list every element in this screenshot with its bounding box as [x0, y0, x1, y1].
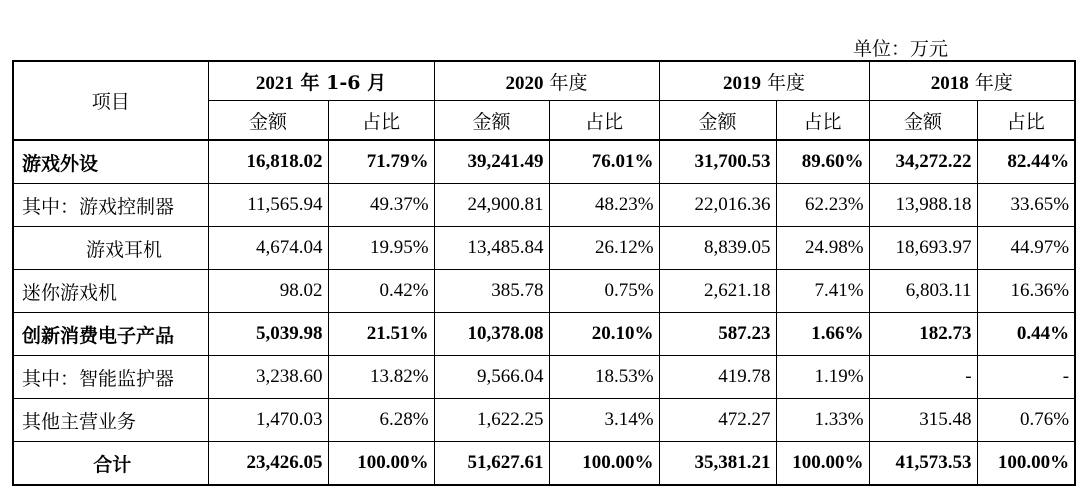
table-row: [13, 356, 1075, 399]
row-label: 迷你游戏机: [13, 270, 208, 313]
header-row-periods: [13, 61, 1075, 101]
cell-ratio: 33.65%: [977, 184, 1075, 227]
cell-amount: 3,238.60: [208, 356, 328, 399]
cell-ratio: 100.00%: [328, 442, 434, 486]
cell-amount: 23,426.05: [208, 442, 328, 486]
cell-ratio: 7.41%: [776, 270, 869, 313]
cell-amount: 13,485.84: [434, 227, 549, 270]
revenue-table: [12, 60, 1076, 486]
period-suffix: 年度: [543, 71, 588, 94]
period-year: 2019: [723, 72, 762, 94]
cell-ratio: 26.12%: [549, 227, 659, 270]
cell-amount: 315.48: [869, 399, 977, 442]
table-row-total: [13, 442, 1075, 486]
cell-amount: 98.02: [208, 270, 328, 313]
row-label: 其中：智能监护器: [13, 356, 208, 399]
cell-amount: 18,693.97: [869, 227, 977, 270]
cell-ratio: 62.23%: [776, 184, 869, 227]
table-row: [13, 399, 1075, 442]
cell-ratio: 0.44%: [977, 313, 1075, 356]
cell-amount: 31,700.53: [659, 140, 776, 184]
cell-ratio: 16.36%: [977, 270, 1075, 313]
cell-ratio: -: [977, 356, 1075, 399]
header-ratio: 占比: [328, 101, 434, 141]
period-year: 2018: [930, 72, 969, 94]
header-period-2020: [434, 61, 659, 101]
cell-amount: 9,566.04: [434, 356, 549, 399]
cell-amount: 182.73: [869, 313, 977, 356]
table-row: [13, 227, 1075, 270]
cell-amount: 1,622.25: [434, 399, 549, 442]
header-amount: 金额: [869, 101, 977, 141]
cell-ratio: 20.10%: [549, 313, 659, 356]
cell-amount: -: [869, 356, 977, 399]
row-label: 创新消费电子产品: [13, 313, 208, 356]
row-label: 其他主营业务: [13, 399, 208, 442]
header-amount: 金额: [208, 101, 328, 141]
cell-amount: 34,272.22: [869, 140, 977, 184]
cell-amount: 10,378.08: [434, 313, 549, 356]
cell-ratio: 48.23%: [549, 184, 659, 227]
row-label: 其中：游戏控制器: [13, 184, 208, 227]
cell-amount: 5,039.98: [208, 313, 328, 356]
period-year: 2021: [255, 72, 294, 94]
cell-amount: 39,241.49: [434, 140, 549, 184]
cell-ratio: 76.01%: [549, 140, 659, 184]
row-label: 合计: [13, 442, 208, 486]
cell-ratio: 1.19%: [776, 356, 869, 399]
cell-amount: 1,470.03: [208, 399, 328, 442]
cell-ratio: 13.82%: [328, 356, 434, 399]
cell-ratio: 89.60%: [776, 140, 869, 184]
header-amount: 金额: [659, 101, 776, 141]
table-row: [13, 313, 1075, 356]
cell-ratio: 3.14%: [549, 399, 659, 442]
table-row: [13, 184, 1075, 227]
header-ratio: 占比: [549, 101, 659, 141]
cell-ratio: 49.37%: [328, 184, 434, 227]
cell-ratio: 71.79%: [328, 140, 434, 184]
cell-ratio: 18.53%: [549, 356, 659, 399]
cell-ratio: 21.51%: [328, 313, 434, 356]
table-row: [13, 270, 1075, 313]
header-amount: 金额: [434, 101, 549, 141]
cell-amount: 22,016.36: [659, 184, 776, 227]
row-label: 游戏耳机: [13, 227, 208, 270]
cell-ratio: 100.00%: [776, 442, 869, 486]
cell-ratio: 0.76%: [977, 399, 1075, 442]
cell-amount: 2,621.18: [659, 270, 776, 313]
cell-amount: 472.27: [659, 399, 776, 442]
period-year: 2020: [505, 72, 544, 94]
header-period-2021: [208, 61, 434, 101]
cell-amount: 6,803.11: [869, 270, 977, 313]
cell-amount: 41,573.53: [869, 442, 977, 486]
cell-ratio: 24.98%: [776, 227, 869, 270]
cell-amount: 13,988.18: [869, 184, 977, 227]
cell-amount: 16,818.02: [208, 140, 328, 184]
cell-amount: 24,900.81: [434, 184, 549, 227]
cell-amount: 11,565.94: [208, 184, 328, 227]
cell-amount: 385.78: [434, 270, 549, 313]
header-item: 项目: [13, 61, 208, 140]
cell-ratio: 1.66%: [776, 313, 869, 356]
header-ratio: 占比: [776, 101, 869, 141]
cell-amount: 51,627.61: [434, 442, 549, 486]
period-suffix: 年度: [968, 71, 1013, 94]
cell-ratio: 100.00%: [977, 442, 1075, 486]
cell-ratio: 44.97%: [977, 227, 1075, 270]
cell-amount: 4,674.04: [208, 227, 328, 270]
header-period-2019: [659, 61, 869, 101]
cell-ratio: 6.28%: [328, 399, 434, 442]
cell-amount: 587.23: [659, 313, 776, 356]
cell-ratio: 0.75%: [549, 270, 659, 313]
cell-amount: 419.78: [659, 356, 776, 399]
cell-amount: 35,381.21: [659, 442, 776, 486]
cell-ratio: 0.42%: [328, 270, 434, 313]
row-label: 游戏外设: [13, 140, 208, 184]
cell-ratio: 1.33%: [776, 399, 869, 442]
header-period-2018: [869, 61, 1075, 101]
unit-label: 单位：万元: [853, 38, 949, 60]
cell-amount: 8,839.05: [659, 227, 776, 270]
cell-ratio: 82.44%: [977, 140, 1075, 184]
cell-ratio: 100.00%: [549, 442, 659, 486]
period-suffix: 年度: [761, 71, 806, 94]
table-row: [13, 140, 1075, 184]
period-suffix: 年 1-6 月: [293, 71, 387, 94]
cell-ratio: 19.95%: [328, 227, 434, 270]
header-ratio: 占比: [977, 101, 1075, 141]
